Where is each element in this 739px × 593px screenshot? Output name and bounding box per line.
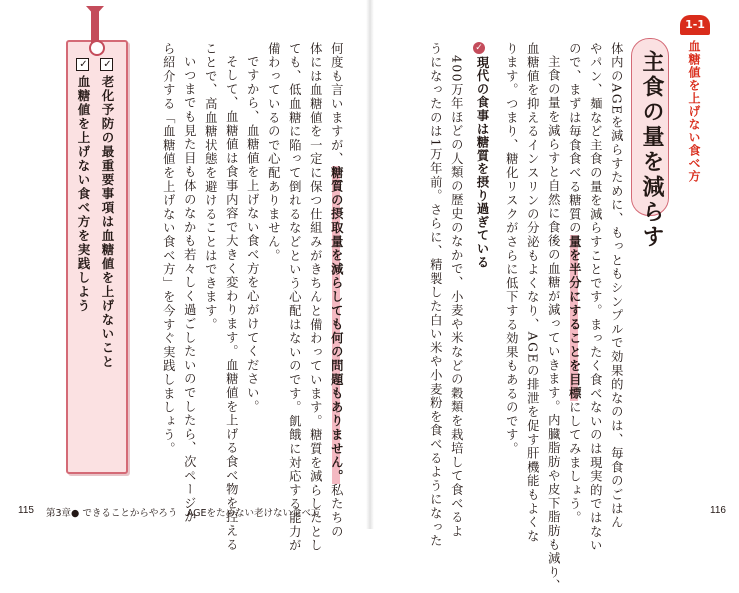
emphasis-text: 糖質の摂取量を減らしても何の問題もありません。 (329, 166, 344, 484)
body-line: いつまでも見た目も体のなかも若々しく過ごしたいのでしたら、次ページか (182, 55, 197, 525)
body-line: 体内のAGEを減らすために、もっともシンプルで効果的なのは、毎食のごはん (609, 42, 624, 530)
body-line: ても、低血糖に陥って倒れるなどという心配はないのです。飢餓に対応する能力が (287, 42, 302, 553)
body-line: ことで、高血糖状態を避けることはできます。 (203, 42, 218, 332)
emphasis-text: 量を半分にすることを目標 (567, 235, 582, 401)
body-line: ですから、血糖値を上げない食べ方を心がけてください。 (245, 55, 260, 414)
body-line: ら紹介する「血糖値を上げない食べ方」を今すぐ実践しましょう。 (161, 42, 176, 456)
note-item (98, 58, 116, 369)
body-line: そして、血糖値は食事内容で大きく変わります。血糖値を上げる食べ物を控える (224, 55, 239, 552)
check-circle-icon: ✓ (473, 42, 485, 54)
pushpin-head (86, 6, 104, 16)
body-text: 私たちの (329, 483, 344, 539)
body-text: ので、まずは毎食食べる糖質の (567, 42, 582, 236)
chapter-badge: 1-1 (680, 15, 710, 35)
note-item-label: 老化予防の最重要事項は血糖値を上げないこと (100, 75, 115, 369)
body-line (568, 42, 580, 525)
body-line: 備わっているので心配ありません。 (266, 42, 281, 263)
body-line (330, 42, 342, 539)
checkbox-icon: ✓ (78, 59, 89, 72)
checkbox-icon: ✓ (102, 59, 113, 72)
body-line: 体には血糖値を一定に保つ仕組みがきちんと備わっています。糖質を減らしたとし (308, 42, 323, 553)
body-line: うになったのは1万年前。さらに、精製した白い米や小麦粉を食べるようになった (428, 42, 443, 549)
section-label: 血糖値を上げない食べ方 (687, 40, 701, 183)
body-line: やパン、麺など主食の量を減らすことです。まったく食べないのは現実的ではない (588, 42, 603, 553)
page-gutter (366, 0, 374, 529)
body-line: 血糖値を抑えるインスリンの分泌もよくなり、AGEの排泄を促す肝機能もよくな (525, 42, 540, 544)
body-line: 主食の量を減らすと自然に食後の血糖が減っていきます。内臓脂肪や皮下脂肪も減り、 (546, 55, 561, 593)
page-number-right: 116 (710, 505, 726, 516)
page-number-left: 115 (18, 505, 34, 516)
note-item (74, 58, 92, 313)
running-head: 第3章● できることからやろう AGEをためない老けない食べ方 (46, 508, 321, 519)
note-item-label: 血糖値を上げない食べ方を実践しよう (76, 75, 91, 313)
body-line: 400万年ほどの人類の歴史のなかで、小麦や米などの穀類を栽培して食べるよ (449, 55, 464, 539)
body-line: ります。つまり、糖化リスクがさらに低下する効果もあるのです。 (504, 42, 519, 456)
sub-heading: 現代の食事は糖質を摂り過ぎている (475, 56, 489, 269)
body-text: 何度も言いますが、 (329, 42, 344, 167)
pushpin-ring (89, 40, 105, 56)
page-title: 主食の量を減らす (639, 50, 664, 250)
body-text: にしてみましょう。 (567, 400, 582, 526)
